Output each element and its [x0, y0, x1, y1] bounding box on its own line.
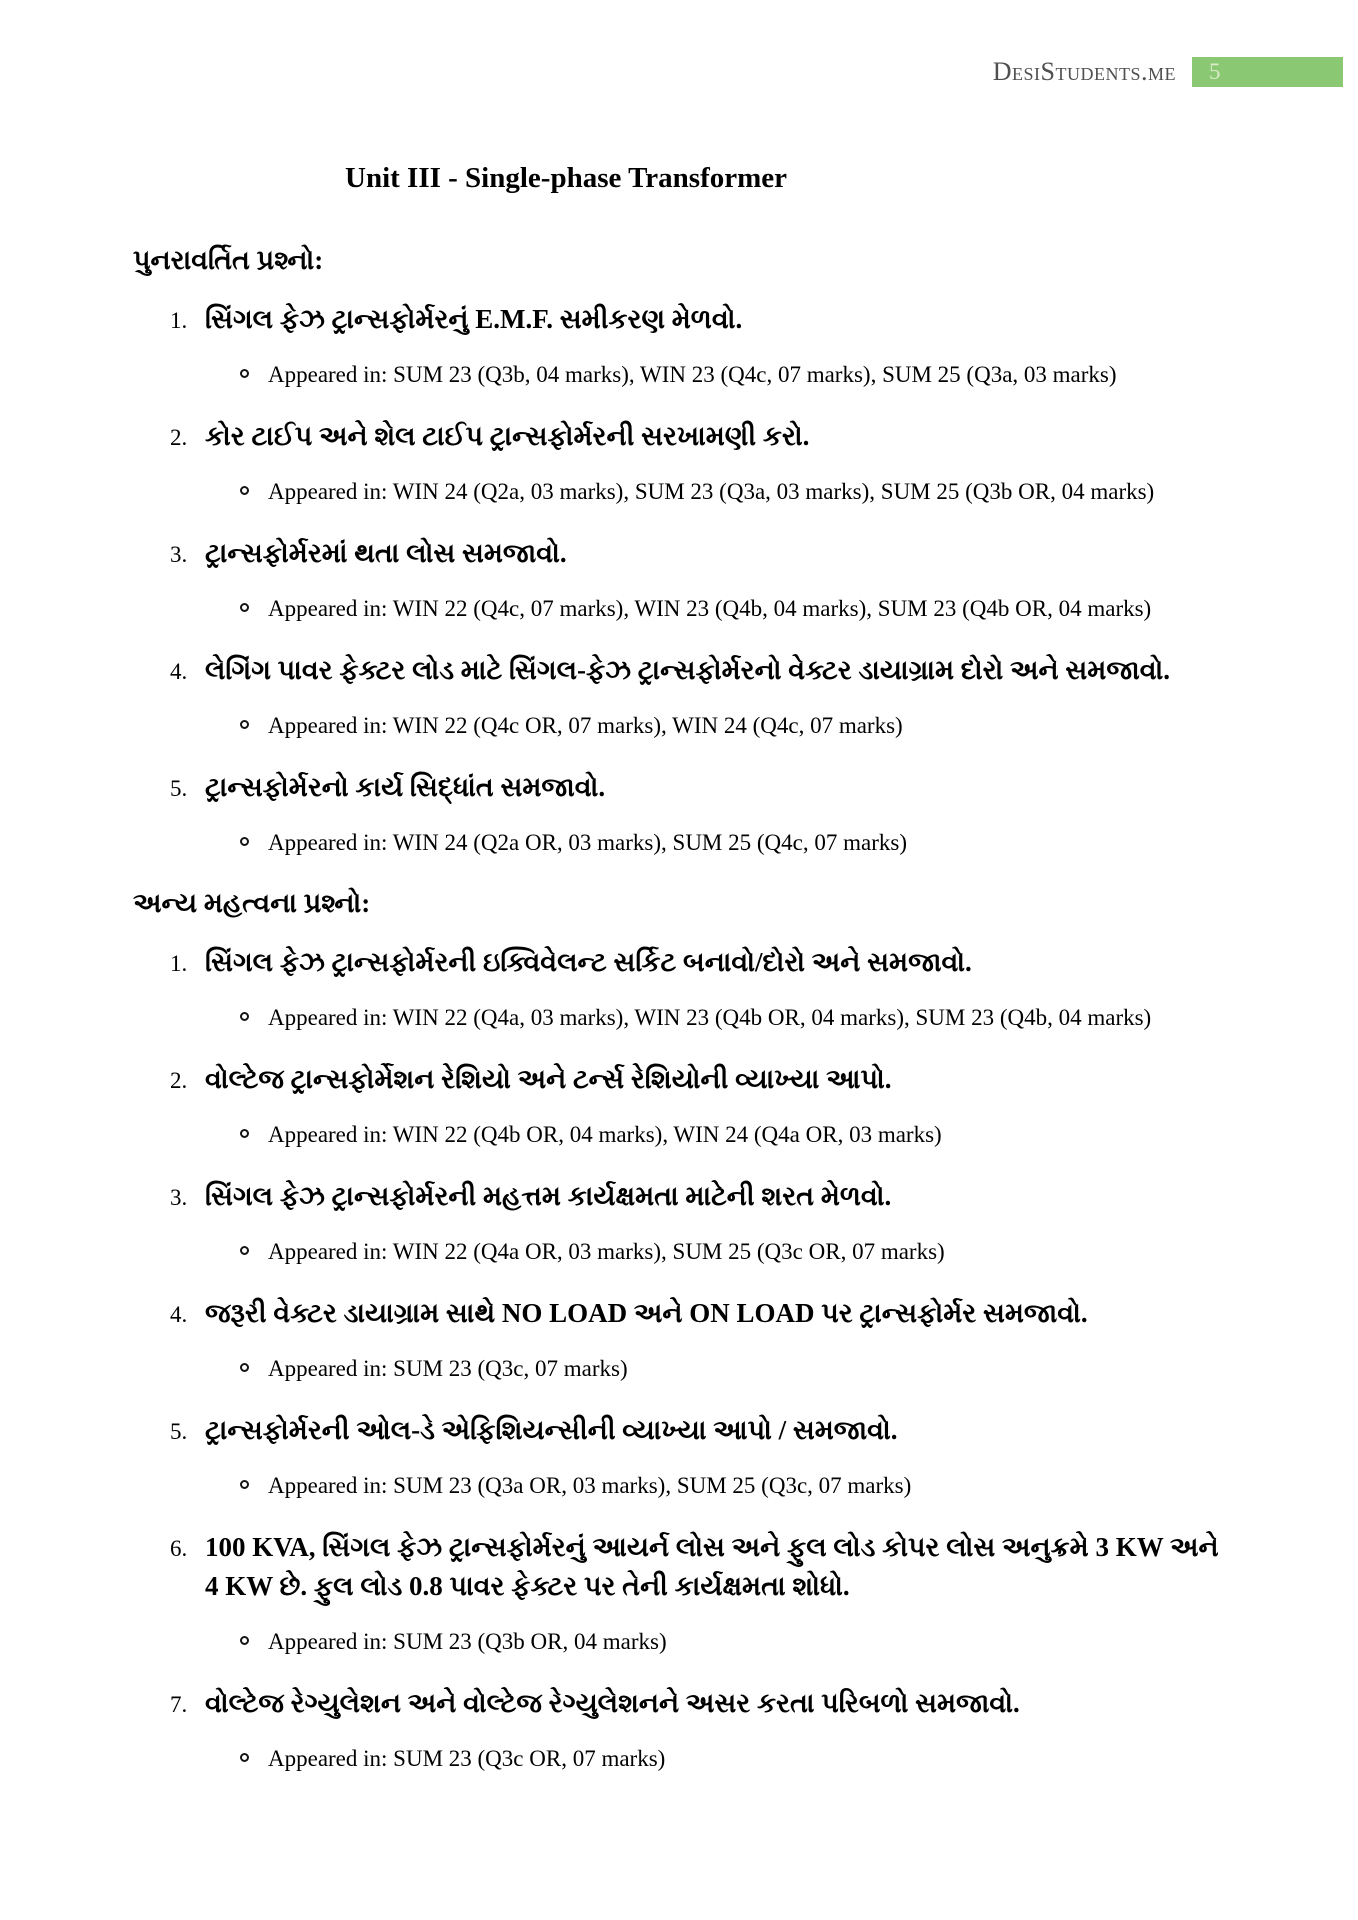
question-text: ટ્રાન્સફોર્મરની ઓલ-ડે એફિશિયન્સીની વ્યાખ્યા આપો / સમજાવો. — [205, 1415, 898, 1445]
question-item — [170, 1411, 1227, 1528]
circle-bullet-icon — [240, 1363, 249, 1372]
question-number: 6. — [170, 1536, 188, 1561]
question-number: 3. — [170, 542, 188, 567]
question-number: 2. — [170, 1068, 188, 1093]
page-number-badge — [1192, 57, 1343, 87]
question-text: સિંગલ ફેઝ ટ્રાન્સફોર્મરનું E.M.F. સમીકરણ મેળવો. — [205, 304, 743, 334]
question-number: 7. — [170, 1692, 188, 1717]
appeared-in-text: Appeared in: WIN 24 (Q2a, 03 marks), SUM 23 (Q3a, 03 marks), SUM 25 (Q3b OR, 04 marks) — [268, 479, 1155, 504]
question-item — [170, 417, 1227, 534]
appeared-in-row — [240, 825, 1227, 860]
question-text: ટ્રાન્સફોર્મરનો કાર્ય સિદ્ધાંત સમજાવો. — [205, 772, 606, 802]
appeared-in-text: Appeared in: WIN 22 (Q4b OR, 04 marks), WIN 24 (Q4a OR, 03 marks) — [268, 1122, 942, 1147]
appeared-in-text: Appeared in: SUM 23 (Q3b OR, 04 marks) — [268, 1629, 667, 1654]
page-number: 5 — [1209, 59, 1221, 84]
circle-bullet-icon — [240, 837, 249, 846]
site-name: DesiStudents.me — [992, 57, 1176, 86]
question-text: વોલ્ટેજ રેગ્યુલેશન અને વોલ્ટેજ રેગ્યુલેશનને અસર કરતા પરિબળો સમજાવો. — [205, 1688, 1020, 1718]
appeared-in-row — [240, 708, 1227, 743]
question-item — [170, 300, 1227, 417]
circle-bullet-icon — [240, 1129, 249, 1138]
question-item — [170, 1294, 1227, 1411]
question-text: 100 KVA, સિંગલ ફેઝ ટ્રાન્સફોર્મરનું આયર્ન લોસ અને ફુલ લોડ કોપર લોસ અનુક્રમે 3 KW અને 4 KW છે. ફુલ લોડ 0.8 પાવર ફેક્ટર પર તેની કાર્યક્ષમતા શોધો. — [205, 1532, 1219, 1601]
question-number: 4. — [170, 1302, 188, 1327]
circle-bullet-icon — [240, 1012, 249, 1021]
circle-bullet-icon — [240, 369, 249, 378]
circle-bullet-icon — [240, 1636, 249, 1645]
question-item — [170, 534, 1227, 651]
appeared-in-text: Appeared in: SUM 23 (Q3a OR, 03 marks), SUM 25 (Q3c, 07 marks) — [268, 1473, 912, 1498]
appeared-in-row — [240, 591, 1227, 626]
question-number: 5. — [170, 1419, 188, 1444]
question-text: સિંગલ ફેઝ ટ્રાન્સફોર્મરની મહત્તમ કાર્યક્ષમતા માટેની શરત મેળવો. — [205, 1181, 892, 1211]
appeared-in-row — [240, 1234, 1227, 1269]
question-item — [170, 651, 1227, 768]
circle-bullet-icon — [240, 1246, 249, 1255]
page-title: Unit III - Single-phase Transformer — [345, 162, 787, 194]
section-repeated-questions — [133, 242, 1227, 885]
appeared-in-row — [240, 1351, 1227, 1386]
question-text: કોર ટાઈપ અને શેલ ટાઈપ ટ્રાન્સફોર્મરની સરખામણી કરો. — [205, 421, 810, 451]
appeared-in-text: Appeared in: WIN 22 (Q4a, 03 marks), WIN 23 (Q4b OR, 04 marks), SUM 23 (Q4b, 04 marks) — [268, 1005, 1152, 1030]
appeared-in-row — [240, 1741, 1227, 1776]
appeared-in-text: Appeared in: SUM 23 (Q3c OR, 07 marks) — [268, 1746, 666, 1771]
section-heading: અન્ય મહત્વના પ્રશ્નો: — [133, 888, 371, 918]
question-number: 3. — [170, 1185, 188, 1210]
question-item — [170, 1060, 1227, 1177]
question-item — [170, 1177, 1227, 1294]
question-text: લેગિંગ પાવર ફેક્ટર લોડ માટે સિંગલ-ફેઝ ટ્રાન્સફોર્મરનો વેક્ટર ડાયાગ્રામ દોરો અને સમજાવો. — [205, 655, 1171, 685]
question-number: 1. — [170, 951, 188, 976]
appeared-in-text: Appeared in: WIN 24 (Q2a OR, 03 marks), SUM 25 (Q4c, 07 marks) — [268, 830, 907, 855]
question-item — [170, 1684, 1227, 1801]
appeared-in-row — [240, 1624, 1227, 1659]
section-heading: પુનરાવર્તિત પ્રશ્નો: — [133, 245, 324, 275]
question-text: ટ્રાન્સફોર્મરમાં થતા લોસ સમજાવો. — [205, 538, 567, 568]
appeared-in-text: Appeared in: SUM 23 (Q3b, 04 marks), WIN 23 (Q4c, 07 marks), SUM 25 (Q3a, 03 marks) — [268, 362, 1117, 387]
circle-bullet-icon — [240, 603, 249, 612]
appeared-in-row — [240, 357, 1227, 392]
question-item — [170, 1528, 1227, 1684]
circle-bullet-icon — [240, 1753, 249, 1762]
question-text: સિંગલ ફેઝ ટ્રાન્સફોર્મરની ઇક્વિવેલન્ટ સર્કિટ બનાવો/દોરો અને સમજાવો. — [205, 947, 972, 977]
appeared-in-row — [240, 1468, 1227, 1503]
section-other-important-questions — [133, 885, 1227, 1801]
question-number: 5. — [170, 776, 188, 801]
question-number: 4. — [170, 659, 188, 684]
question-number: 2. — [170, 425, 188, 450]
appeared-in-text: Appeared in: WIN 22 (Q4a OR, 03 marks), SUM 25 (Q3c OR, 07 marks) — [268, 1239, 945, 1264]
appeared-in-text: Appeared in: WIN 22 (Q4c OR, 07 marks), WIN 24 (Q4c, 07 marks) — [268, 713, 903, 738]
page-content — [133, 160, 1227, 1801]
circle-bullet-icon — [240, 486, 249, 495]
appeared-in-text: Appeared in: SUM 23 (Q3c, 07 marks) — [268, 1356, 628, 1381]
circle-bullet-icon — [240, 1480, 249, 1489]
appeared-in-row — [240, 474, 1227, 509]
question-text: જરૂરી વેક્ટર ડાયાગ્રામ સાથે NO LOAD અને ON LOAD પર ટ્રાન્સફોર્મર સમજાવો. — [205, 1298, 1088, 1328]
appeared-in-row — [240, 1000, 1227, 1035]
question-item — [170, 943, 1227, 1060]
circle-bullet-icon — [240, 720, 249, 729]
appeared-in-text: Appeared in: WIN 22 (Q4c, 07 marks), WIN 23 (Q4b, 04 marks), SUM 23 (Q4b OR, 04 marks) — [268, 596, 1152, 621]
question-text: વોલ્ટેજ ટ્રાન્સફોર્મેશન રેશિયો અને ટર્ન્સ રેશિયોની વ્યાખ્યા આપો. — [205, 1064, 892, 1094]
question-item — [170, 768, 1227, 885]
question-number: 1. — [170, 308, 188, 333]
appeared-in-row — [240, 1117, 1227, 1152]
page-header — [993, 57, 1343, 87]
